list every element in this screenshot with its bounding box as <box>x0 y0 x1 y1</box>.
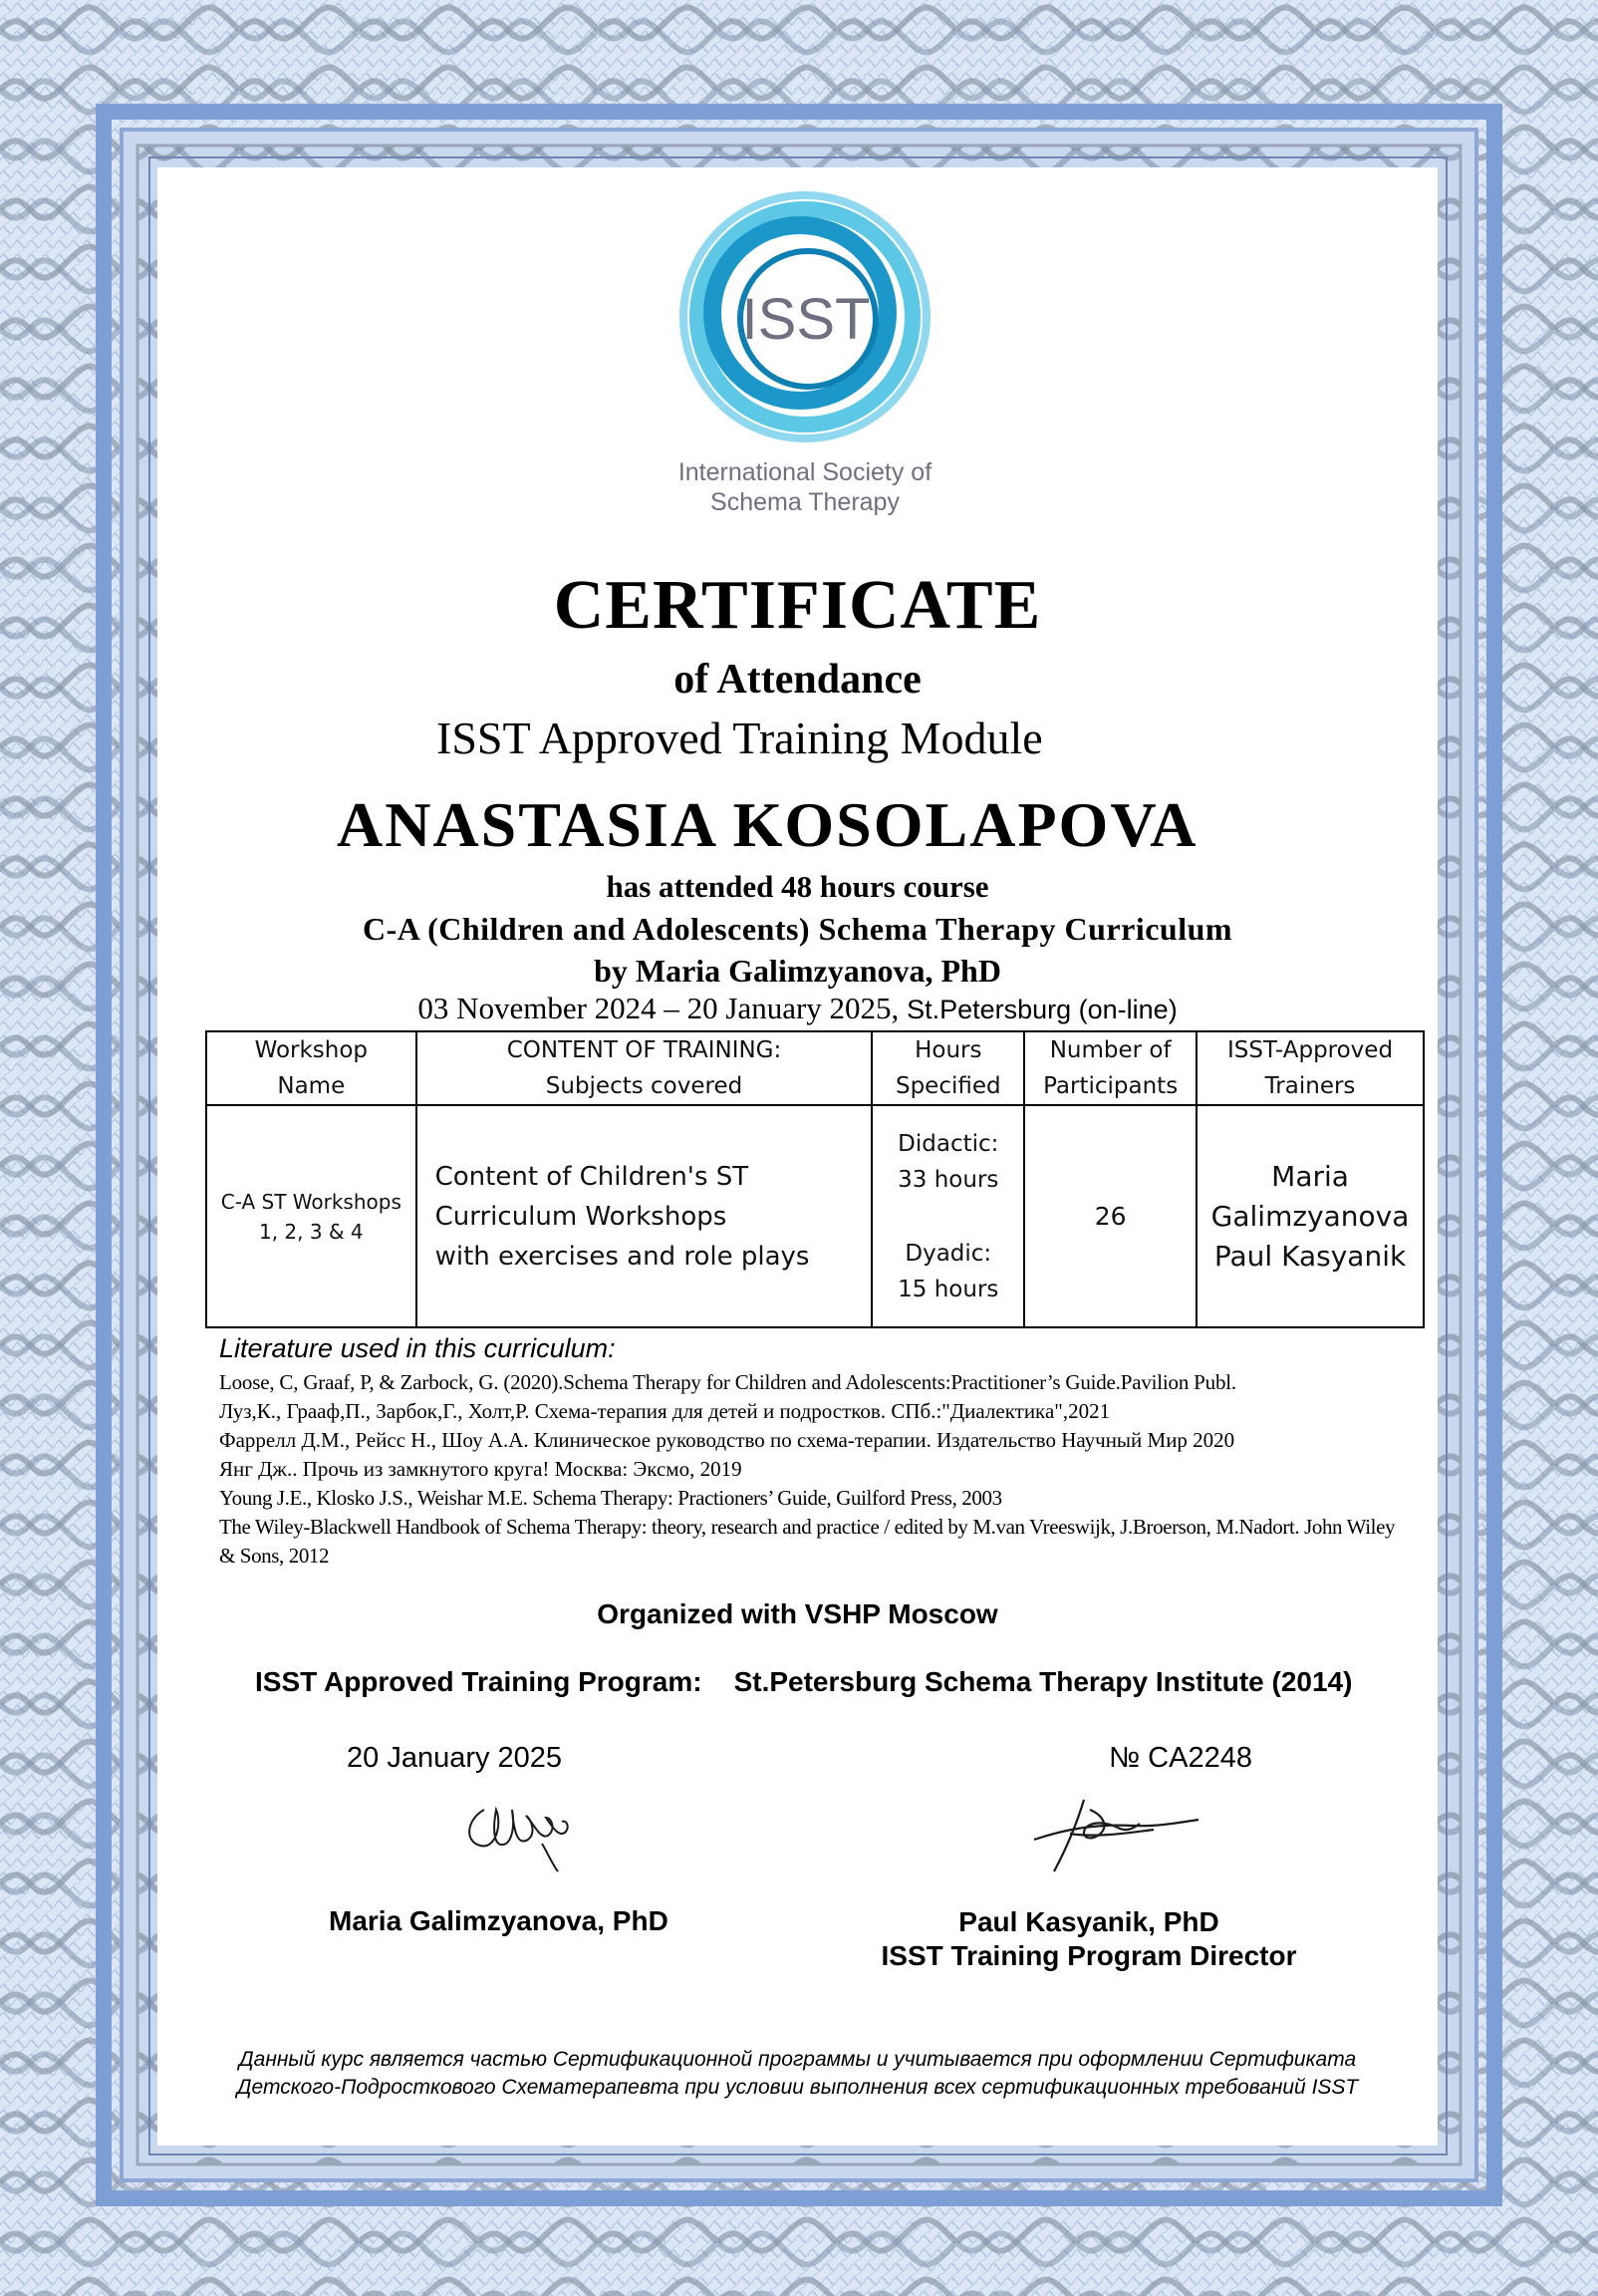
certificate-number: № CA2248 <box>1109 1742 1252 1774</box>
logo-org-line1: International Society of <box>677 458 932 486</box>
program-value: St.Petersburg Schema Therapy Institute (2014) <box>733 1666 1353 1697</box>
training-program-line <box>255 1666 1352 1698</box>
table-row <box>206 1105 1424 1327</box>
list-item: Young J.E., Klosko J.S., Weishar M.E. Schema Therapy: Practioners’ Guide, Guilford Press, 2003 <box>219 1486 1002 1510</box>
signatory-right <box>845 1905 1333 1973</box>
course-location: St.Petersburg (on-line) <box>907 995 1178 1024</box>
footer-note <box>157 2046 1438 2102</box>
trainer-line: by Maria Galimzyanova, PhD <box>594 953 1001 989</box>
footer-line-1: Данный курс является частью Сертификационной программы и учитывается при оформлении Сертификата <box>238 2048 1357 2071</box>
module-title: ISST Approved Training Module <box>436 713 1043 763</box>
training-table <box>205 1030 1425 1328</box>
certificate-paper <box>157 167 1438 2146</box>
cell-participants: 26 <box>1024 1105 1197 1327</box>
program-label: ISST Approved Training Program: <box>255 1666 702 1697</box>
signatory-left-name: Maria Galimzyanova, PhD <box>329 1905 668 1936</box>
signature-right <box>1014 1780 1203 1879</box>
recipient-name: ANASTASIA KOSOLAPOVA <box>337 789 1198 860</box>
hours-line: has attended 48 hours course <box>606 869 989 904</box>
course-dates: 03 November 2024 – 20 January 2025, <box>417 991 900 1025</box>
literature-list <box>219 1368 1405 1571</box>
cell-trainers: Maria Galimzyanova Paul Kasyanik <box>1197 1105 1424 1327</box>
signature-left <box>456 1780 586 1879</box>
header-content: CONTENT OF TRAINING: Subjects covered <box>416 1031 873 1105</box>
signatory-right-name: Paul Kasyanik, PhD <box>958 1906 1219 1937</box>
header-participants: Number of Participants <box>1024 1031 1197 1105</box>
list-item: Фаррелл Д.М., Рейсс Н., Шоу А.А. Клиническое руководство по схема-терапии. Издательство Научный Мир 2020 <box>219 1428 1235 1452</box>
cell-content: Content of Children's ST Curriculum Workshops with exercises and role plays <box>416 1105 873 1327</box>
logo-org-line2: Schema Therapy <box>710 488 900 516</box>
certificate-title: CERTIFICATE <box>553 567 1042 644</box>
date-location-line <box>157 991 1438 1026</box>
literature-heading: Literature used in this curriculum: <box>219 1333 616 1363</box>
course-title: C-A (Children and Adolescents) Schema Therapy Curriculum <box>362 911 1233 947</box>
header-hours: Hours Specified <box>872 1031 1024 1105</box>
certificate-subtitle: of Attendance <box>673 657 922 703</box>
footer-line-2: Детского-Подросткового Схематерапевта при условии выполнения всех сертификационных требований ISST <box>236 2076 1359 2099</box>
header-workshop: Workshop Name <box>206 1031 416 1105</box>
logo-acronym: ISST <box>741 287 871 352</box>
list-item: The Wiley-Blackwell Handbook of Schema Therapy: theory, research and practice / edited by M.van Vreeswijk, J.Broerson, M.Nadort. John Wiley & Sons, 2012 <box>219 1515 1396 1568</box>
signatory-right-title: ISST Training Program Director <box>881 1940 1297 1971</box>
cell-hours: Didactic: 33 hours Dyadic: 15 hours <box>872 1105 1024 1327</box>
list-item: Луз,К., Грааф,П., Зарбок,Г., Холт,Р. Схема-терапия для детей и подростков. СПб.:"Диалектика",2021 <box>219 1399 1111 1423</box>
cell-workshop: C-A ST Workshops 1, 2, 3 & 4 <box>206 1105 416 1327</box>
header-trainers: ISST-Approved Trainers <box>1197 1031 1424 1105</box>
list-item: Янг Дж.. Прочь из замкнутого круга! Москва: Эксмо, 2019 <box>219 1457 742 1481</box>
table-header-row <box>206 1031 1424 1105</box>
isst-logo <box>661 167 949 536</box>
organized-with: Organized with VSHP Moscow <box>597 1598 998 1629</box>
issue-date: 20 January 2025 <box>347 1742 563 1774</box>
list-item: Loose, C, Graaf, P, & Zarbock, G. (2020).Schema Therapy for Children and Adolescents:Practitioner’s Guide.Pavilion Publ. <box>219 1370 1236 1394</box>
